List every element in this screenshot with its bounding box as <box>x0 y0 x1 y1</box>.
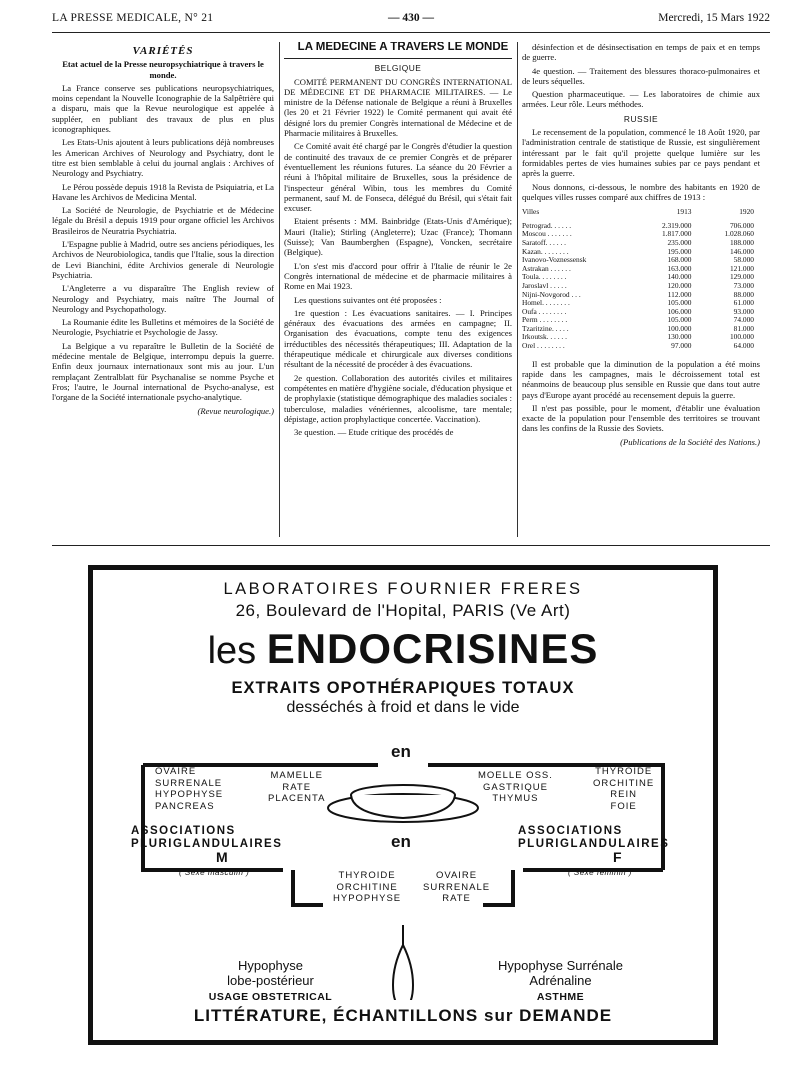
hypo-left-use: USAGE OBSTETRICAL <box>208 991 333 1003</box>
pop-1913-cell: 97.000 <box>671 341 692 351</box>
column-header: Villes <box>522 207 540 217</box>
city-cell: Nijni-Novgorod . . . <box>522 289 581 299</box>
assoc-label: ASSOCIATIONS PLURIGLANDULAIRES <box>131 825 283 850</box>
pop-1913-cell: 105.000 <box>667 315 692 325</box>
paragraph: Ce Comité avait été chargé par le Congrès d'étudier la question de continuité des travaux de ce premier Congrès et de préparer éventuellement les réunions futures. La séance du 20 Février a réuni à l'hôpital militaire de Bruxelles, sous la présidence de l'inspecteur général Wibin, tous les membres du Comité permanent, sauf M. de Fonseca, délégué du Brésil, qui s'était fait excuser. <box>284 141 512 214</box>
section-title: LA MÉDECINE A TRAVERS LE MONDE <box>284 42 512 59</box>
city-cell: Tzaritzine. . . . . <box>522 323 569 333</box>
paragraph: La Société de Neurologie, de Psychiatrie et de Médecine légale du Brésil a depuis 1919 pour organe officiel les Archivos Brasileiros de Neuratria Psychiatria. <box>52 205 274 236</box>
column-divider <box>279 42 280 537</box>
paragraph: 2e question. Collaboration des autorités civiles et militaires compétentes en matière d'hygiène sociale, d'éducation physique et de prophylaxie (statistique démographique des maladies sociales : tuberculose, maladies vénériennes, alcoolisme, tare mentale; dépistage, action prophylactique concertée. Vaccination). <box>284 372 512 424</box>
paragraph: L'Espagne publie à Madrid, outre ses anciens périodiques, les Archivos de Neurobiologica, tandis que l'Italie, sous la direction de Levi Bianchini, édite Archivios generale di Neurologie Psychiatria. <box>52 239 274 280</box>
column-divider <box>517 42 518 537</box>
section-title: VARIÉTÉS <box>132 45 194 57</box>
hypo-left-text: Hypophyse lobe-postérieur <box>227 958 314 988</box>
city-cell: Toula. . . . . . . . <box>522 272 567 282</box>
paragraph: Il est probable que la diminution de la population a été moins rapide dans les campagnes, mais le décroissement total est néanmoins de beaucoup plus sensible en Russie que dans tout autre pays d'Europe ayant procédé au recensement depuis la guerre. <box>522 358 760 400</box>
pop-1913-cell: 1.817.000 <box>661 229 692 239</box>
organs-center-right: MOELLE OSS. GASTRIQUE THYMUS <box>478 770 553 804</box>
paragraph: Etaient présents : MM. Bainbridge (Etats-Unis d'Amérique); Mauri (Italie); Stirling (Angleterre); Uzac (France); Thomann (Suisse); Van Baumberghen (Espagne), Voncken, secrétaire (Belgique). <box>284 216 512 258</box>
paragraph: Nous donnons, ci-dessous, le nombre des habitants en 1920 de quelques villes russes comparé aux chiffres de 1913 : <box>522 181 760 202</box>
city-cell: Jaroslavl . . . . . <box>522 280 567 290</box>
column-header: 1913 <box>676 207 692 217</box>
pop-1913-cell: 195.000 <box>667 246 692 256</box>
ampoule-icon <box>393 925 413 1000</box>
city-cell: Oufa . . . . . . . . <box>522 306 567 316</box>
ad-company: LABORATOIRES FOURNIER FRERES <box>223 580 583 598</box>
city-cell: Petrograd. . . . . . <box>522 220 572 230</box>
hypophyse-right <box>478 958 643 1005</box>
pop-1920-cell: 129.000 <box>729 272 754 282</box>
column-medecine <box>284 42 512 537</box>
paragraph: Les Etats-Unis ajoutent à leurs publications déjà nombreuses les American Archives of Neurology and Psychiatry, dont le titre est bien semblable à celui du journal anglais : Archives of Neurology and Psychiatry. <box>52 137 274 179</box>
paragraph: L'Angleterre a vu disparaître The English review of Neurology and Psychiatry, mais naître The Journal of Neurology and Psychopathology. <box>52 283 274 314</box>
pop-1920-cell: 188.000 <box>729 237 754 247</box>
ad-brand: ENDOCRISINES <box>266 625 599 672</box>
paragraph: 1re question : Les évacuations sanitaires. — I. Principes généraux des évacuations des armées en campagne; II. Organisation des évacuations, compte tenu des exigences irréductibles des nécessités thérapeutiques; III. Adaptation de la thérapeutique médicale et chirurgicale aux diverses conditions résultant de la nécessité de procéder à des évacuations. <box>284 307 512 370</box>
pop-1920-cell: 81.000 <box>733 323 754 333</box>
ad-footer: LITTÉRATURE, ÉCHANTILLONS sur DEMANDE <box>193 1006 613 1025</box>
ad-en-2: en <box>391 832 411 851</box>
ad-headline <box>93 627 713 673</box>
pop-1913-cell: 140.000 <box>667 272 692 282</box>
ampoule-left-organs: THYROIDE ORCHITINE HYPOPHYSE <box>333 870 402 904</box>
issue-date: Mercredi, 15 Mars 1922 <box>658 12 770 24</box>
ad-address: 26, Boulevard de l'Hopital, PARIS (Ve Art) <box>235 601 571 620</box>
pop-1920-cell: 73.000 <box>733 280 754 290</box>
country-heading: BELGIQUE <box>374 63 422 74</box>
pop-1913-cell: 168.000 <box>667 255 692 265</box>
assoc-label: ASSOCIATIONS PLURIGLANDULAIRES <box>518 825 670 850</box>
pop-1920-cell: 61.000 <box>733 298 754 308</box>
pop-1913-cell: 100.000 <box>667 323 692 333</box>
journal-title: LA PRESSE MEDICALE, N° 21 <box>52 12 214 24</box>
ad-les: les <box>207 630 257 672</box>
page-number: — 430 — <box>388 12 434 24</box>
ampoule-right-organs: OVAIRE SURRENALE RATE <box>423 870 491 904</box>
page-header <box>52 12 770 30</box>
paragraph: Question pharmaceutique. — Les laboratoires de chimie aux armées. Leur rôle. Leurs méthodes. <box>522 89 760 110</box>
paragraph: La Belgique a vu reparaître le Bulletin de la Société de médecine mentale de Belgique, interrompu depuis la guerre. Enfin deux journaux internationaux sont mis au jour. L'un remplaçant Zentralblatt für Psychanalise se nomme Psyche et Fros; l'autre, le Journal international de Psycho-analyse, est l'organe de la Société internationale psycho-analytique. <box>52 340 274 403</box>
source-signature: (Revue neurologique.) <box>197 405 274 416</box>
hypo-right-use: ASTHME <box>536 991 585 1003</box>
column-continued <box>522 42 760 537</box>
city-cell: Irkoutsk. . . . . . <box>522 332 567 342</box>
assoc-masculin <box>131 825 282 879</box>
pop-1913-cell: 130.000 <box>667 332 692 342</box>
paragraph: L'on s'est mis d'accord pour offrir à l'Italie de réunir le 2e Congrès international de médecine et de pharmacie militaires à Rome en Mai 1923. <box>284 260 512 292</box>
city-cell: Homel. . . . . . . . <box>522 298 570 308</box>
ad-tagline: EXTRAITS OPOTHÉRAPIQUES TOTAUX <box>231 679 575 697</box>
assoc-m: M <box>216 849 230 865</box>
column-header: 1920 <box>739 207 754 217</box>
source-signature: (Publications de la Société des Nations.) <box>620 436 760 447</box>
assoc-f: F <box>613 849 624 865</box>
table-header-row <box>522 208 760 222</box>
pop-1913-cell: 120.000 <box>667 280 692 290</box>
pop-1920-cell: 58.000 <box>733 255 754 265</box>
hypophyse-left <box>188 958 353 1005</box>
city-cell: Orel . . . . . . . . <box>522 341 565 351</box>
header-rule <box>52 32 770 33</box>
paragraph: 3e question. — Etude critique des procédés de <box>294 427 454 438</box>
pop-1920-cell: 146.000 <box>729 246 754 256</box>
pop-1920-cell: 74.000 <box>733 315 754 325</box>
pop-1920-cell: 706.000 <box>729 220 754 230</box>
pop-1913-cell: 105.000 <box>667 298 692 308</box>
paragraph: Le Pérou possède depuis 1918 la Revista de Psiquiatria, et La Havane les Archivos de Medicina Mental. <box>52 181 274 202</box>
article-subtitle: Etat actuel de la Presse neuropsychiatrique à travers le monde. <box>62 59 264 80</box>
paragraph: Les questions suivantes ont été proposées : <box>294 294 442 305</box>
paragraph: Il n'est pas possible, pour le moment, d'établir une évaluation exacte de la population pour l'ensemble des territoires se trouvant dans les confins de la Russie des Soviets. <box>522 402 760 434</box>
pop-1920-cell: 100.000 <box>729 332 754 342</box>
pop-1913-cell: 2.319.000 <box>661 220 692 230</box>
city-cell: Saratoff. . . . . . <box>522 237 566 247</box>
pop-1920-cell: 93.000 <box>733 306 754 316</box>
assoc-feminin <box>518 825 669 879</box>
population-table <box>522 208 760 351</box>
city-cell: Moscou . . . . . . . <box>522 229 572 239</box>
paragraph: désinfection et de désinsectisation en temps de paix et en temps de guerre. <box>522 42 760 63</box>
ad-subtagline: desséchés à froid et dans le vide <box>286 699 520 716</box>
paragraph: COMITÉ PERMANENT DU CONGRÈS INTERNATIONAL DE MÉDECINE ET DE PHARMACIE MILITAIRES. — Le ministre de la Défense nationale de Belgique a réuni à Bruxelles (les 20 et 21 Février 1922) le Comité permanent qui avait été désigné lors du premier Congrès international de Médecine et de Pharmacie militaires à Bruxelles. <box>284 76 512 139</box>
organs-center-left: MAMELLE RATE PLACENTA <box>268 770 326 804</box>
country-heading: RUSSIE <box>623 113 659 124</box>
city-cell: Kazan. . . . . . . . <box>522 246 569 256</box>
pop-1920-cell: 88.000 <box>733 289 754 299</box>
hypo-right-text: Hypophyse Surrénale Adrénaline <box>497 958 624 988</box>
city-cell: Ivanovo-Voznessensk <box>522 255 587 265</box>
city-cell: Perm . . . . . . . . <box>522 315 568 325</box>
paragraph: 4e question. — Traitement des blessures thoraco-pulmonaires et de leurs séquelles. <box>522 65 760 86</box>
pop-1913-cell: 235.000 <box>667 237 692 247</box>
pop-1913-cell: 106.000 <box>667 306 692 316</box>
pop-1920-cell: 64.000 <box>733 341 754 351</box>
endocrisines-advertisement <box>88 565 718 1045</box>
table-row <box>522 342 760 351</box>
paragraph: La Roumanie édite les Bulletins et mémoires de la Société de Neurologie, Psychiatrie et Psychologie de Jassy. <box>52 317 274 338</box>
ad-en: en <box>391 742 411 761</box>
city-cell: Astrakan . . . . . . <box>522 263 571 273</box>
organs-right: THYROIDE ORCHITINE REIN FOIE <box>593 766 655 812</box>
advertisement-rule <box>52 545 770 546</box>
pop-1920-cell: 121.000 <box>729 263 754 273</box>
sexe-feminin: ( Sexe féminin ) <box>568 868 633 877</box>
paragraph: Le recensement de la population, commencé le 18 Août 1920, par l'administration centrale de statistique de Russie, est singulièrement intéressant par le fait qu'il projette quelque lumière sur les formidables pertes de vies humaines subies par ce pays pendant et après la guerre. <box>522 127 760 179</box>
pop-1913-cell: 163.000 <box>667 263 692 273</box>
sexe-masculin: ( Sexe masculin ) <box>179 868 250 877</box>
paragraph: La France conserve ses publications neuropsychiatriques, moins cependant la Nouvelle Iconographie de la Salpêtrière qui a disparu, mais que la Revue neurologique est appelée à suppléer, en publiant des travaux de plus en plus iconographiques. <box>52 82 274 135</box>
organs-left: OVAIRE SURRENALE HYPOPHYSE PANCREAS <box>155 766 224 812</box>
column-varietes <box>52 42 274 537</box>
pop-1913-cell: 112.000 <box>667 289 692 299</box>
pop-1920-cell: 1.028.060 <box>724 229 754 239</box>
